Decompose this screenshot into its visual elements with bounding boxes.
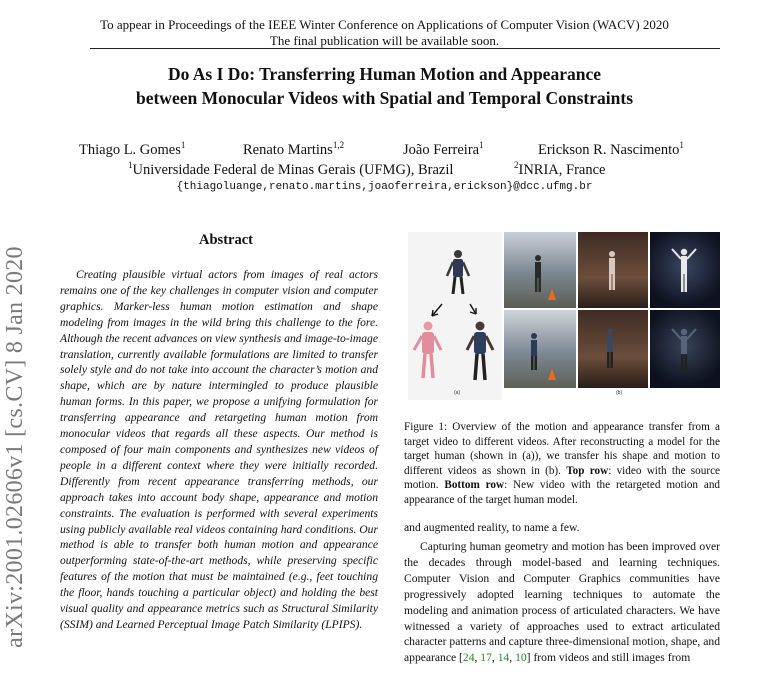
arxiv-identifier: arXiv:2001.02606v1 [cs.CV] 8 Jan 2020 <box>2 246 28 648</box>
affiliation-1: $^1$Universidade Federal de Minas Gerais (UFMG), Brazil <box>128 160 454 178</box>
figure-panel-a <box>408 232 502 400</box>
citation-link[interactable]: 24 <box>462 651 475 665</box>
publication-notice: The final publication will be available soon. <box>269 33 500 48</box>
abstract-heading: Abstract <box>199 232 253 248</box>
citation-link[interactable]: 10 <box>515 651 527 665</box>
header-rule <box>90 48 720 49</box>
affiliation-2: $^2$INRIA, France <box>514 160 606 178</box>
author-2: Renato Martins$^{1,2}$ <box>243 140 345 158</box>
panel-a-label: (a) <box>454 390 461 396</box>
traffic-cone-icon <box>548 288 556 300</box>
paper-title-line-1: Do As I Do: Transferring Human Motion and Appearance <box>168 64 601 84</box>
target-human-illustration <box>408 232 502 400</box>
body-model-mesh <box>414 322 441 379</box>
figure-people-overlay <box>504 232 720 388</box>
paper-title-line-2: between Monocular Videos with Spatial and Temporal Constraints <box>135 88 634 108</box>
figure-1 <box>408 232 720 400</box>
citation-link[interactable]: 14 <box>497 651 510 665</box>
panel-b-label: (b) <box>616 390 623 396</box>
citation-link[interactable]: 17 <box>480 651 492 665</box>
author-3: João Ferreira$^1$ <box>403 140 484 158</box>
target-person-photo <box>447 250 469 294</box>
textured-person-model <box>467 322 493 381</box>
conference-notice: To appear in Proceedings of the IEEE Winter Conference on Applications of Computer Vision (WACV) 2020 <box>100 17 669 32</box>
author-emails: {thiagoluange,renato.martins,joaoferreira,erickson}@dcc.ufmg.br <box>176 181 593 193</box>
author-4: Erickson R. Nascimento$^1$ <box>538 140 684 158</box>
abstract-text: Creating plausible virtual actors from images of real actors remains one of the key challenges in computer vision and computer graphics. Marker-less human motion estimation and shape modeling from images in the wild bring this challenge to the fore. Although the recent advances on view synthesis and image-to-image translation, currently available formulations are limited to transfer solely style and do not take into account the character’s motion and shape, which are by nature intermingled to produce plausible human forms. In this paper, we propose a unifying formulation for transferring appearance and retargeting human motion from monocular videos that regards all these aspects. Our method is composed of four main components and synthesizes new videos of people in a different context where they were initially recorded. Differently from recent appearance transferring methods, our approach takes into account body shape, appearance and motion constraints. The evaluation is performed with several experiments using publicly available real videos containing hard conditions. Our method is able to transfer both human motion and appearance outperforming state-of-the-art methods, while preserving specific features of the motion that must be maintained (e.g., feet touching the floor, hands touching a particular object) and holding the best visual quality and appearance metrics such as Structural Similarity (SSIM) and Learned Perceptual Image Patch Similarity (LPIPS). <box>60 268 378 631</box>
author-1: Thiago L. Gomes$^1$ <box>79 140 186 158</box>
figure-1-caption: Figure 1: Overview of the motion and appearance transfer from a target video to different videos. After reconstructing a model for the target human (shown in (a)), we transfer his shape and motion to different videos as shown in (b). Top row: video with the source motion. Bottom row: New video with the retargeted motion and appearance of the target human model. <box>404 421 721 506</box>
body-paragraph-2: Capturing human geometry and motion has been improved over the decades through model-based and learning techniques. Computer Vision and Computer Graphics communities have progressively adopted learning techniques to automate the modeling and animation process of articulated characters. We have witnessed a variety of approaches used to extract articulated character patterns and capture three-dimensional motion, shape, and appearance [24, 17, 14, 10] from videos and still images from <box>404 540 720 665</box>
body-paragraph-1: and augmented reality, to name a few. <box>404 521 580 534</box>
